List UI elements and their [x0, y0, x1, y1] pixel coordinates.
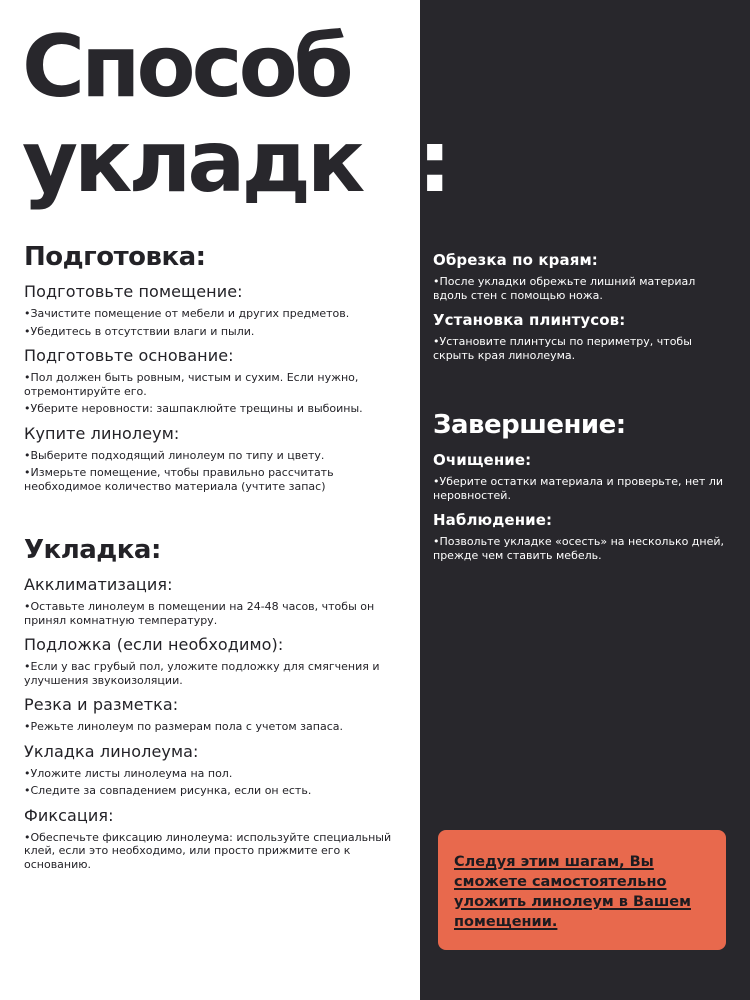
step-title: Укладка линолеума:: [24, 741, 199, 761]
step-title: Установка плинтусов:: [433, 311, 626, 329]
step-laying-linoleum: [24, 742, 409, 798]
bullet-item: •Уберите остатки материала и проверьте, нет ли неровностей.: [433, 475, 724, 502]
preparation-section: [24, 240, 409, 493]
bullet-item: •Оставьте линолеум в помещении на 24-48 часов, чтобы он принял комнатную температуру.: [24, 600, 375, 627]
title-line-2: [22, 112, 448, 212]
step-title: Подготовьте помещение:: [24, 282, 243, 301]
bullet-item: •Позвольте укладке «осесть» на несколько дней, прежде чем ставить мебель.: [433, 535, 725, 562]
bullet-item: •После укладки обрежьте лишний материал вдоль стен с помощью ножа.: [433, 275, 696, 302]
title-line-2-dark: укладк: [22, 112, 362, 212]
section-spacer: [24, 497, 409, 533]
step-title: Подготовьте основание:: [24, 346, 234, 365]
bullet-item: •Режьте линолеум по размерам пола с учетом запаса.: [24, 720, 343, 733]
bullet-item: •Зачистите помещение от мебели и других предметов.: [24, 307, 350, 320]
step-underlay: [24, 635, 409, 687]
step-title: Наблюдение:: [433, 511, 553, 529]
step-title: Акклиматизация:: [24, 575, 173, 594]
left-column: [24, 240, 409, 875]
finish-section: [433, 408, 733, 562]
right-column: [433, 242, 733, 566]
step-cutting: [24, 695, 409, 734]
step-title: Фиксация:: [24, 805, 114, 825]
bullet-item: •Пол должен быть ровным, чистым и сухим. Если нужно, отремонтируйте его.: [24, 371, 359, 398]
step-title: Резка и разметка:: [24, 695, 179, 714]
step-edge-trimming: [433, 250, 733, 302]
bullet-item: •Обеспечьте фиксацию линолеума: используйте специальный клей, если это необходимо, или просто прижмите его к основанию.: [24, 830, 392, 871]
step-title: Обрезка по краям:: [433, 251, 598, 269]
step-acclimatization: [24, 575, 409, 627]
summary-callout: [438, 830, 726, 950]
step-fixation: [24, 806, 409, 872]
title-line-1: Способ: [22, 17, 350, 117]
step-observation: [433, 510, 733, 562]
step-cleaning: [433, 450, 733, 502]
bullet-item: •Если у вас грубый пол, уложите подложку для смягчения и улучшения звукоизоляции.: [24, 660, 380, 687]
page-title: [22, 17, 448, 212]
laying-section: [24, 533, 409, 871]
bullet-item: •Выберите подходящий линолеум по типу и цвету.: [24, 448, 325, 462]
section-heading-laying: Укладка:: [24, 535, 161, 565]
bullet-item: •Следите за совпадением рисунка, если он есть.: [24, 784, 312, 797]
section-heading-finish: Завершение:: [433, 410, 626, 440]
title-line-2-light: и:: [361, 112, 448, 212]
bullet-item: •Измерьте помещение, чтобы правильно рассчитать необходимое количество материала (учтите запас): [24, 466, 334, 493]
step-title: Подложка (если необходимо):: [24, 635, 284, 654]
step-prepare-room: [24, 282, 409, 338]
callout-text: Следуя этим шагам, Вы сможете самостоятельно уложить линолеум в Вашем помещении.: [454, 854, 691, 930]
step-title: Купите линолеум:: [24, 423, 180, 443]
bullet-item: •Уложите листы линолеума на пол.: [24, 766, 233, 780]
step-baseboard-install: [433, 310, 733, 362]
step-title: Очищение:: [433, 451, 532, 469]
step-prepare-base: [24, 346, 409, 416]
bullet-item: •Уберите неровности: зашпаклюйте трещины и выбоины.: [24, 402, 363, 415]
section-heading-preparation: Подготовка:: [24, 242, 206, 272]
step-buy-linoleum: [24, 424, 409, 494]
bullet-item: •Убедитесь в отсутствии влаги и пыли.: [24, 324, 255, 338]
bullet-item: •Установите плинтусы по периметру, чтобы скрыть края линолеума.: [433, 335, 692, 362]
